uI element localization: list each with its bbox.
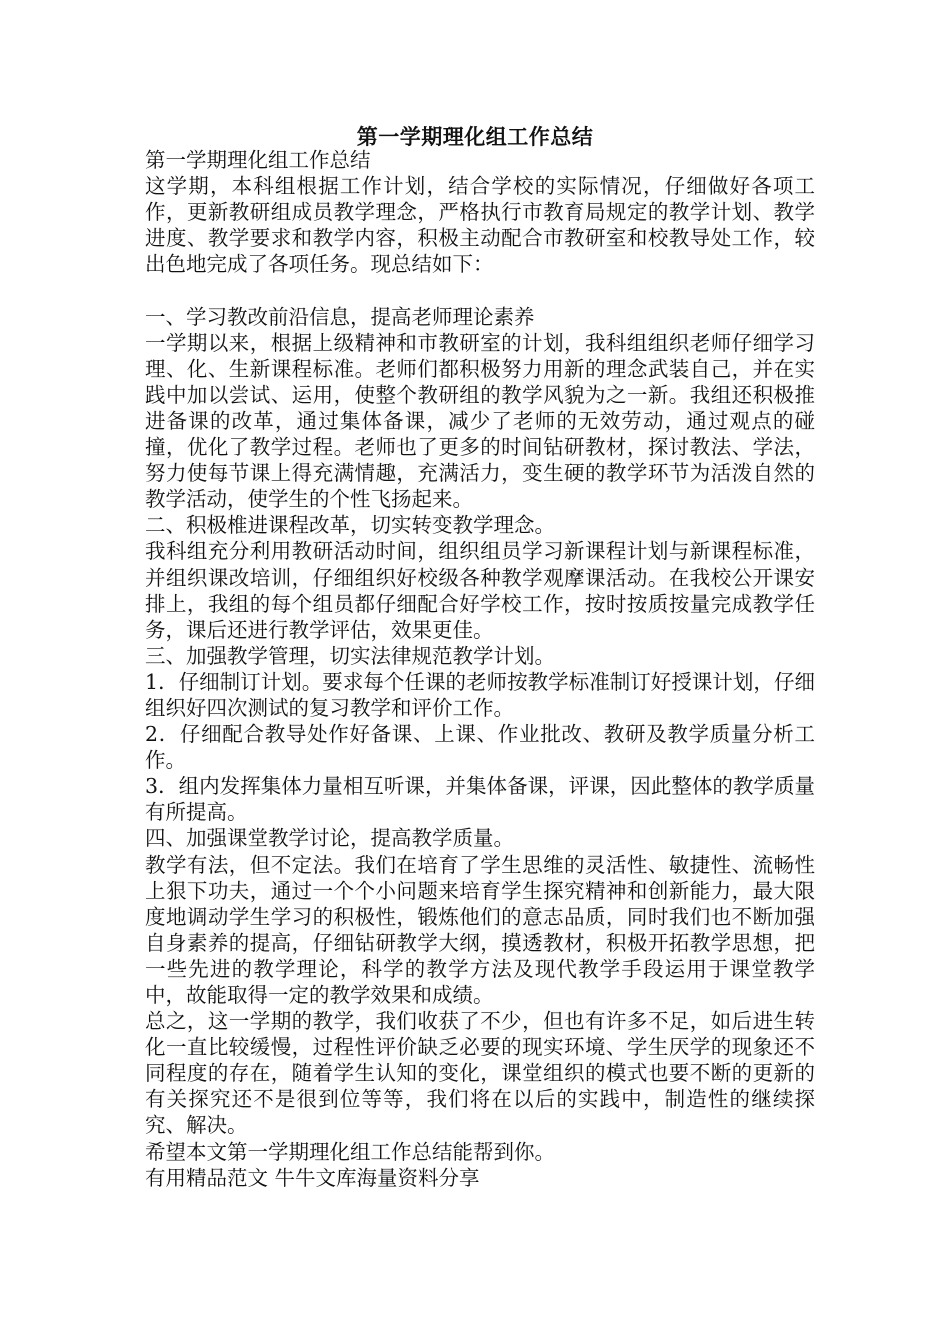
document-body — [145, 147, 815, 1191]
closing-line: 希望本文第一学期理化组工作总结能帮到你。 — [145, 1139, 555, 1164]
section-4-paragraph: 教学有法，但不定法。我们在培育了学生思维的灵活性、敏捷性、流畅性上狠下功夫，通过一个个小问题来培育学生探究精神和创新能力，最大限度地调动学生学习的积极性，锻炼他们的意志品质，同时我们也不断加强自身素养的提高，仔细钻研教学大纲，摸透教材，积极开拓教学思想，把一些先进的教学理论，科学的教学方法及现代教学手段运用于课堂教学中，故能取得一定的教学效果和成绩。 — [145, 852, 815, 1007]
conclusion-paragraph: 总之，这一学期的教学，我们收获了不少，但也有许多不足，如后进生转化一直比较缓慢，过程性评价缺乏必要的现实环境、学生厌学的现象还不同程度的存在，随着学生认知的变化，课堂组织的模式也要不断的更新的有关探究还不是很到位等等，我们将在以后的实践中，制造性的继续探究、解决。 — [145, 1009, 815, 1138]
section-3-item-1: 1．仔细制订计划。要求每个任课的老师按教学标准制订好授课计划，仔细组织好四次测试的复习教学和评价工作。 — [145, 669, 815, 720]
subtitle-paragraph: 第一学期理化组工作总结 — [145, 148, 371, 172]
section-heading-4: 四、加强课堂教学讨论，提高教学质量。 — [145, 826, 514, 851]
intro-paragraph: 这学期，本科组根据工作计划，结合学校的实际情况，仔细做好各项工作，更新教研组成员教学理念，严格执行市教育局规定的教学计划、教学进度、教学要求和教学内容，积极主动配合市教研室和校教导处工作，较出色地完成了各项任务。现总结如下： — [145, 174, 815, 277]
section-3-item-2: 2．仔细配合教导处作好备课、上课、作业批改、教研及教学质量分析工作。 — [145, 722, 815, 773]
section-3-item-3: 3．组内发挥集体力量相互听课，并集体备课，评课，因此整体的教学质量有所提高。 — [145, 774, 815, 825]
section-heading-2: 二、积极椎进课程改革，切实转变教学理念。 — [145, 513, 555, 538]
footer-line: 有用精品范文 牛牛文库海量资料分享 — [145, 1165, 480, 1190]
section-heading-3: 三、加强教学管理，切实法律规范教学计划。 — [145, 643, 555, 668]
blank-line — [145, 277, 815, 303]
section-2-paragraph: 我科组充分利用教研活动时间，组织组员学习新课程计划与新课程标准，并组织课改培训，仔细组织好校级各种教学观摩课活动。在我校公开课安排上，我组的每个组员都仔细配合好学校工作，按时按质按量完成教学任务，课后还进行教学评估，效果更佳。 — [145, 539, 815, 642]
document-title: 第一学期理化组工作总结 — [356, 124, 594, 149]
section-heading-1: 一、学习教改前沿信息，提高老师理论素养 — [145, 304, 535, 329]
section-1-paragraph: 一学期以来，根据上级精神和市教研室的计划，我科组组织老师仔细学习理、化、生新课程标准。老师们都积极努力用新的理念武装自己，并在实践中加以尝试、运用，使整个教研组的教学风貌为之一新。我组还积极推进备课的改革，通过集体备课，减少了老师的无效劳动，通过观点的碰撞，优化了教学过程。老师也了更多的时间钻研教材，探讨教法、学法，努力使每节课上得充满情趣，充满活力，变生硬的教学环节为活泼自然的教学活动，使学生的个性飞扬起来。 — [145, 330, 815, 512]
